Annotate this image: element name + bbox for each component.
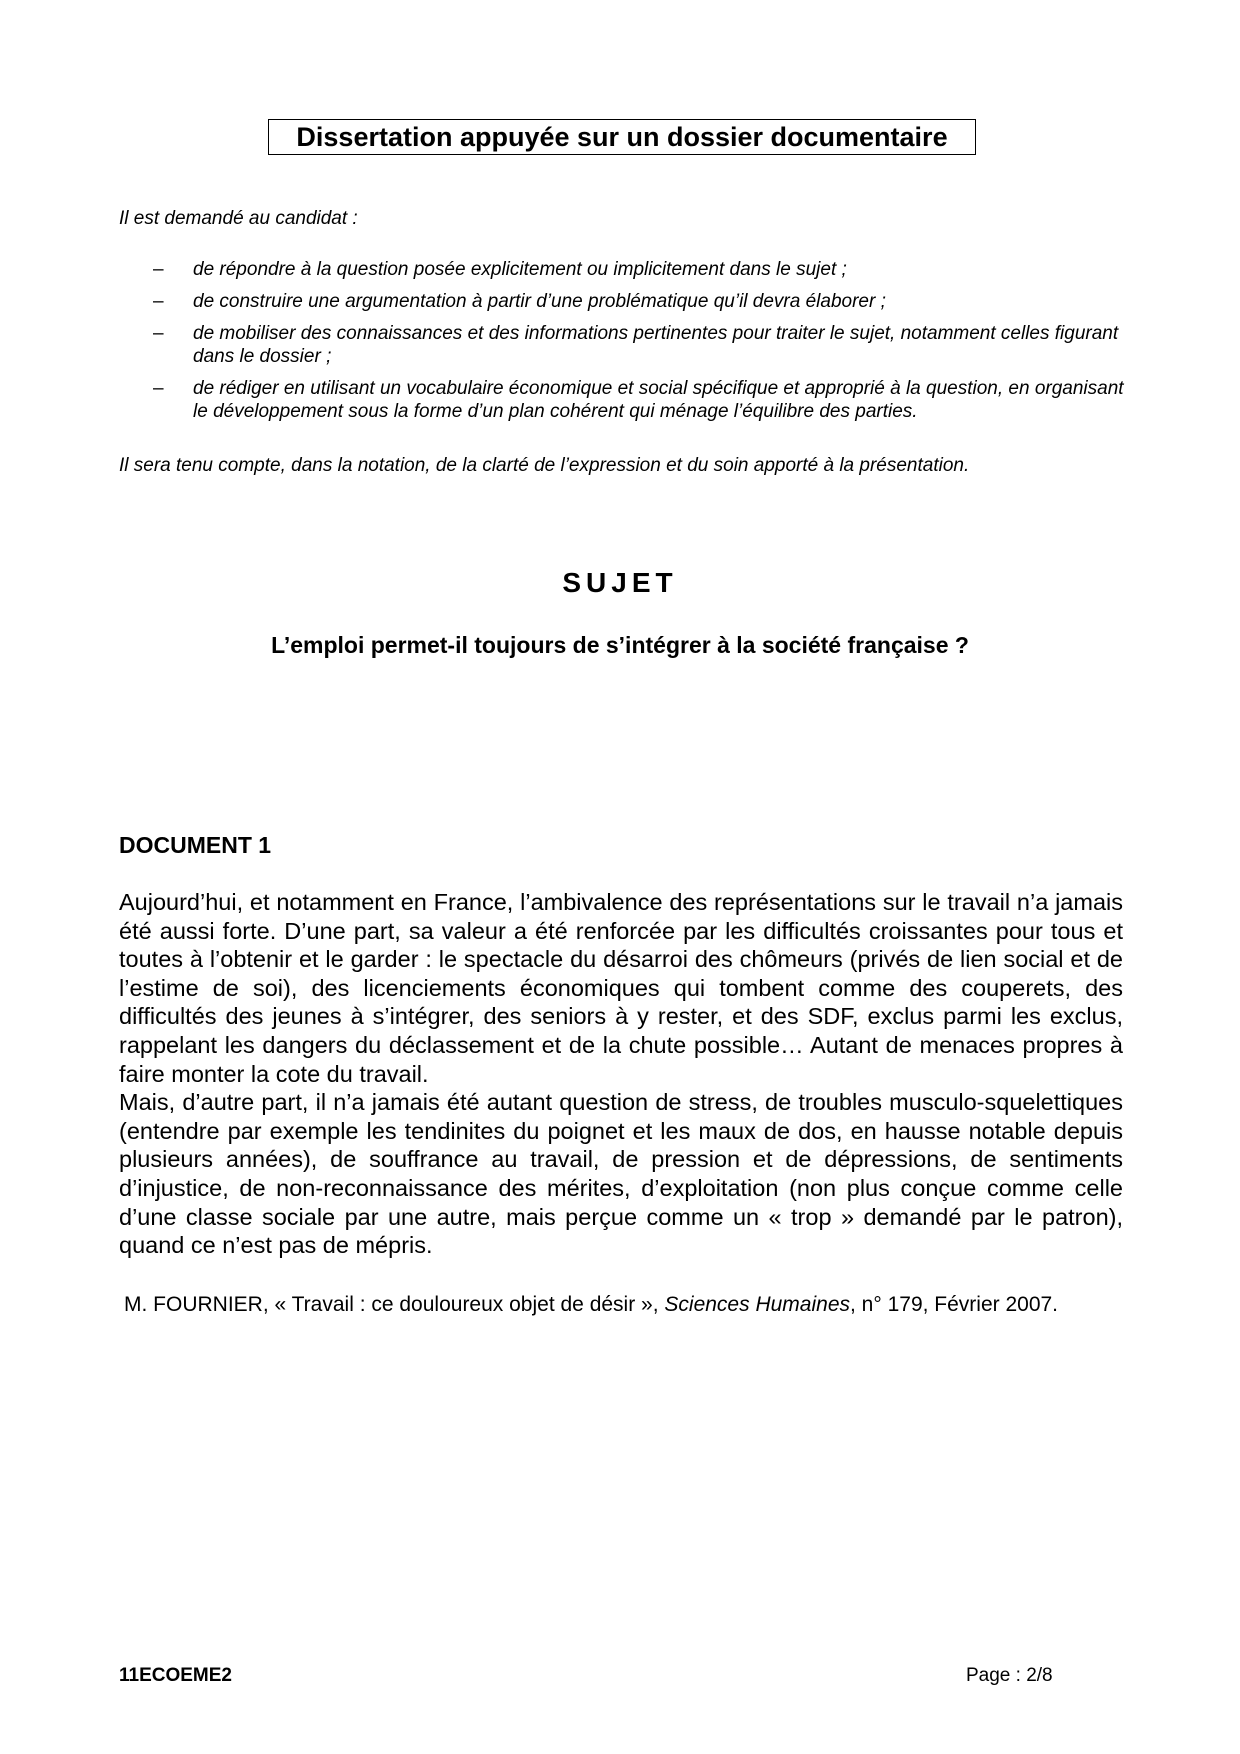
instruction-text: de répondre à la question posée explicitement ou implicitement dans le sujet ; [193,259,847,280]
citation-author-title: M. FOURNIER, « Travail : ce douloureux objet de désir », [124,1293,665,1316]
document-1-body [119,888,1123,1260]
instructions-intro: Il est demandé au candidat : [119,208,358,229]
document-1-paragraph: Aujourd’hui, et notamment en France, l’ambivalence des représentations sur le travail n’a jamais été aussi forte. D’une part, sa valeur a été renforcée par les difficultés croissantes pour tous et toutes à l’obtenir et le garder : le spectacle du désarroi des chômeurs (privés de lien social et de l’estime de soi), des licenciements économiques qui tombent comme des couperets, des difficultés des jeunes à s’intégrer, des seniors à y rester, et des SDF, exclus parmi les exclus, rappelant les dangers du déclassement et de la chute possible… Autant de menaces propres à faire monter la cote du travail. [119,889,1123,1087]
sujet-question: L’emploi permet-il toujours de s’intégrer à la société française ? [271,632,969,658]
document-1-citation [124,1293,1058,1317]
sujet-heading: SUJET [562,567,678,598]
instruction-item [153,377,1133,423]
dash-bullet-icon: – [153,259,164,280]
instruction-item [153,290,1133,313]
citation-issue: , n° 179, Février 2007. [850,1293,1059,1316]
page-number: Page : 2/8 [966,1665,1053,1686]
dash-bullet-icon: – [153,378,164,399]
instruction-item [153,258,1133,281]
grading-note: Il sera tenu compte, dans la notation, de la clarté de l’expression et du soin apporté à la présentation. [119,455,970,476]
document-1-heading: DOCUMENT 1 [119,832,272,858]
dash-bullet-icon: – [153,291,164,312]
exam-code: 11ECOEME2 [119,1665,232,1686]
instruction-text: de mobiliser des connaissances et des informations pertinentes pour traiter le sujet, notamment celles figurant dans le dossier ; [193,323,1119,367]
instructions-list [153,258,1133,432]
instruction-text: de rédiger en utilisant un vocabulaire économique et social spécifique et approprié à la question, en organisant le développement sous la forme d’un plan cohérent qui ménage l’équilibre des parties. [193,378,1124,422]
document-title: Dissertation appuyée sur un dossier documentaire [268,119,976,155]
instruction-text: de construire une argumentation à partir d’une problématique qu’il devra élaborer ; [193,291,886,312]
document-1-paragraph: Mais, d’autre part, il n’a jamais été autant question de stress, de troubles musculo-squelettiques (entendre par exemple les tendinites du poignet et les maux de dos, en hausse notable depuis plusieurs années), de souffrance au travail, de pression et de dépressions, de sentiments d’injustice, de non-reconnaissance des mérites, d’exploitation (non plus conçue comme celle d’une classe sociale par une autre, mais perçue comme un « trop » demandé par le patron), quand ce n’est pas de mépris. [119,1089,1123,1259]
dash-bullet-icon: – [153,323,164,344]
citation-journal: Sciences Humaines [664,1293,850,1316]
instruction-item [153,322,1133,368]
